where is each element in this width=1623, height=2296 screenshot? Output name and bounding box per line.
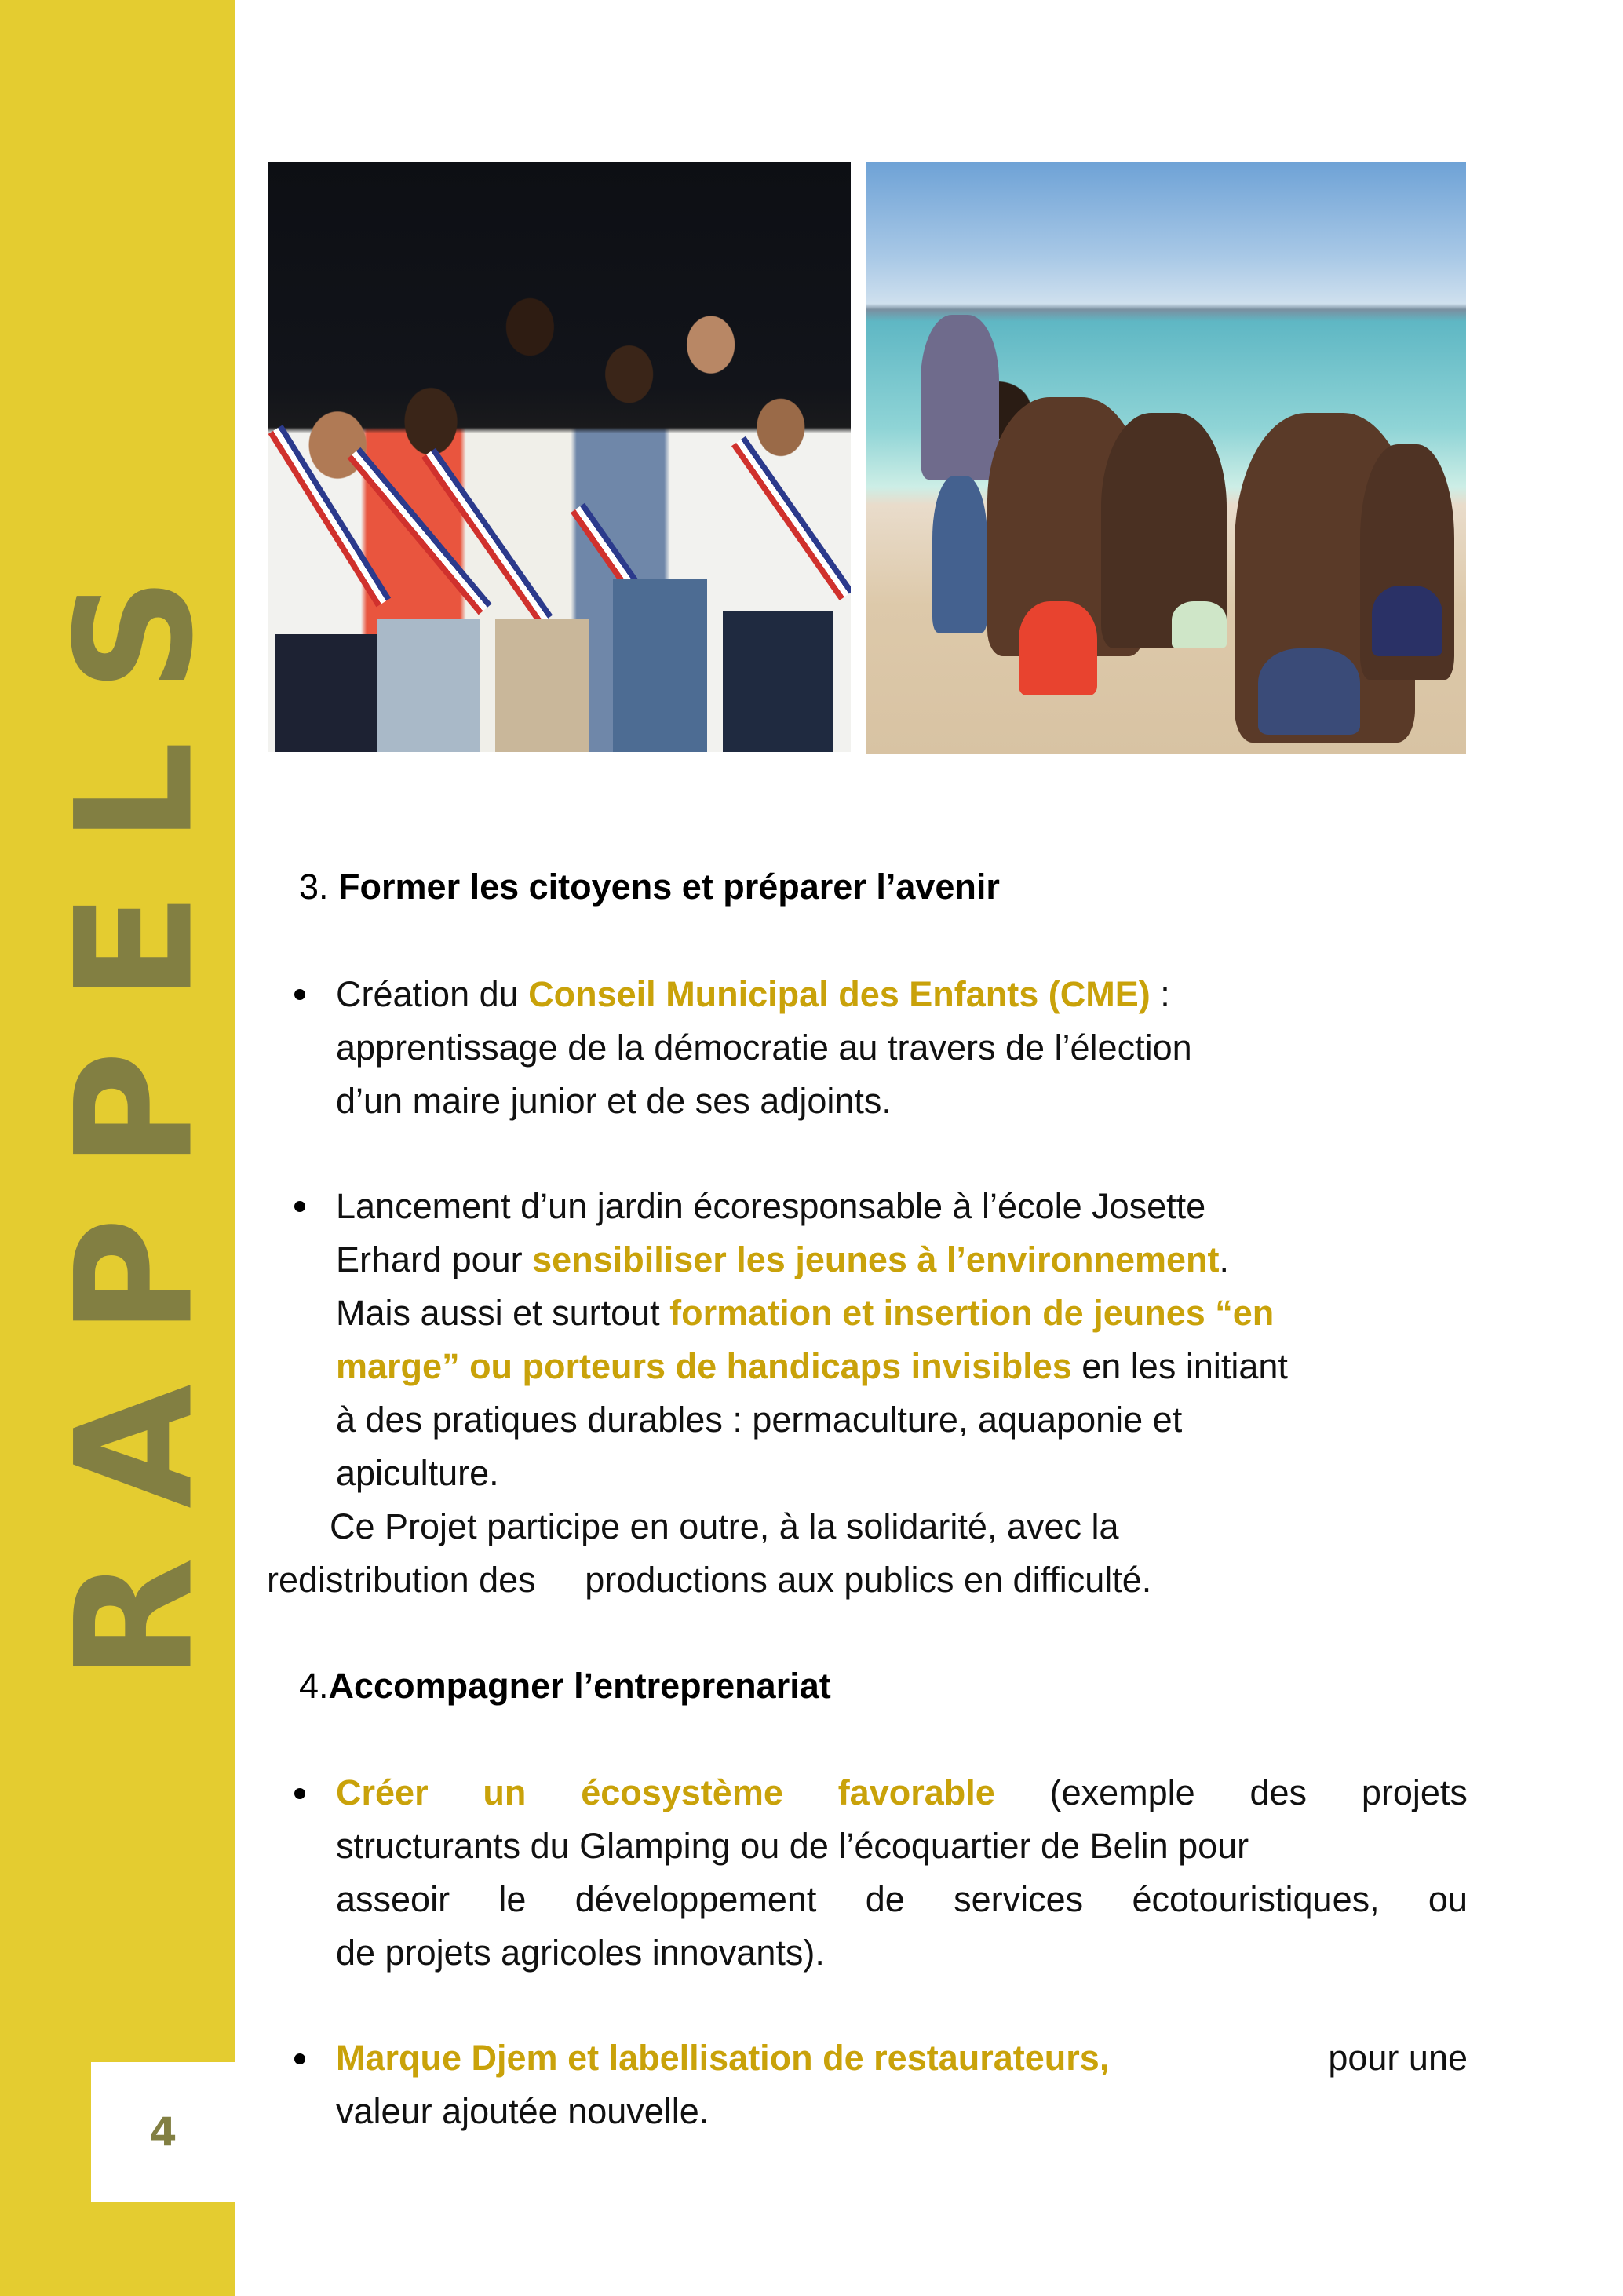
list-item-line: structurants du Glamping ou de l’écoquartier de Belin pour — [336, 1826, 1249, 1866]
paragraph-line: Ce Projet participe en outre, à la solidarité, avec la — [330, 1506, 1119, 1546]
page-number: 4 — [149, 2109, 177, 2155]
highlight-text: Marque Djem et labellisation de restaurateurs, — [336, 2038, 1110, 2078]
list-item-line: valeur ajoutée nouvelle. — [336, 2091, 709, 2131]
section-number: 4. — [299, 1666, 329, 1706]
list-item-line: asseoir le développement de services écotouristiques, ou — [336, 1879, 1468, 1919]
page-number-box — [91, 2062, 235, 2202]
photo-children-council — [268, 162, 851, 752]
photo-beach-outing — [866, 162, 1466, 754]
section-number: 3. — [299, 867, 329, 907]
list-item-line: à des pratiques durables : permaculture, aquaponie et — [336, 1400, 1183, 1440]
section-heading-3 — [299, 860, 1000, 914]
highlight-text: formation et insertion de jeunes “en — [669, 1293, 1275, 1333]
bullet-icon — [294, 2053, 305, 2064]
section-title: Accompagner l’entreprenariat — [328, 1666, 831, 1706]
bullet-icon — [294, 989, 305, 1000]
highlight-text: sensibiliser les jeunes à l’environnement — [532, 1239, 1220, 1279]
section-title: Former les citoyens et préparer l’avenir — [338, 867, 1000, 907]
list-item-line: Création du Conseil Municipal des Enfants (CME) : — [336, 974, 1170, 1014]
list-item-line: d’un maire junior et de ses adjoints. — [336, 1081, 892, 1121]
list-item-line: marge” ou porteurs de handicaps invisibles en les initiant — [336, 1346, 1288, 1386]
list-item-line: Erhard pour sensibiliser les jeunes à l’environnement. — [336, 1239, 1230, 1279]
list-item-line: apiculture. — [336, 1453, 499, 1493]
highlight-text: Conseil Municipal des Enfants (CME) — [528, 974, 1151, 1014]
highlight-text: marge” ou porteurs de handicaps invisibles — [336, 1346, 1072, 1386]
vertical-section-title: RAPPELS — [42, 527, 229, 1681]
list-item-line: apprentissage de la démocratie au travers de l’élection — [336, 1028, 1192, 1068]
list-item-line: Marque Djem et labellisation de restaurateurs, pour une — [336, 2031, 1468, 2085]
list-item-line: Créer un écosystème favorable (exemple des projets — [336, 1772, 1468, 1812]
sidebar-band — [0, 0, 235, 2296]
section-heading-4 — [299, 1659, 831, 1713]
list-item-line: Lancement d’un jardin écoresponsable à l’école Josette — [336, 1186, 1206, 1226]
list-item-line: de projets agricoles innovants). — [336, 1933, 825, 1973]
list-item-line: Mais aussi et surtout formation et insertion de jeunes “en — [336, 1293, 1275, 1333]
bullet-icon — [294, 1201, 305, 1212]
bullet-icon — [294, 1788, 305, 1799]
paragraph-line: redistribution des productions aux publics en difficulté. — [267, 1560, 1152, 1600]
